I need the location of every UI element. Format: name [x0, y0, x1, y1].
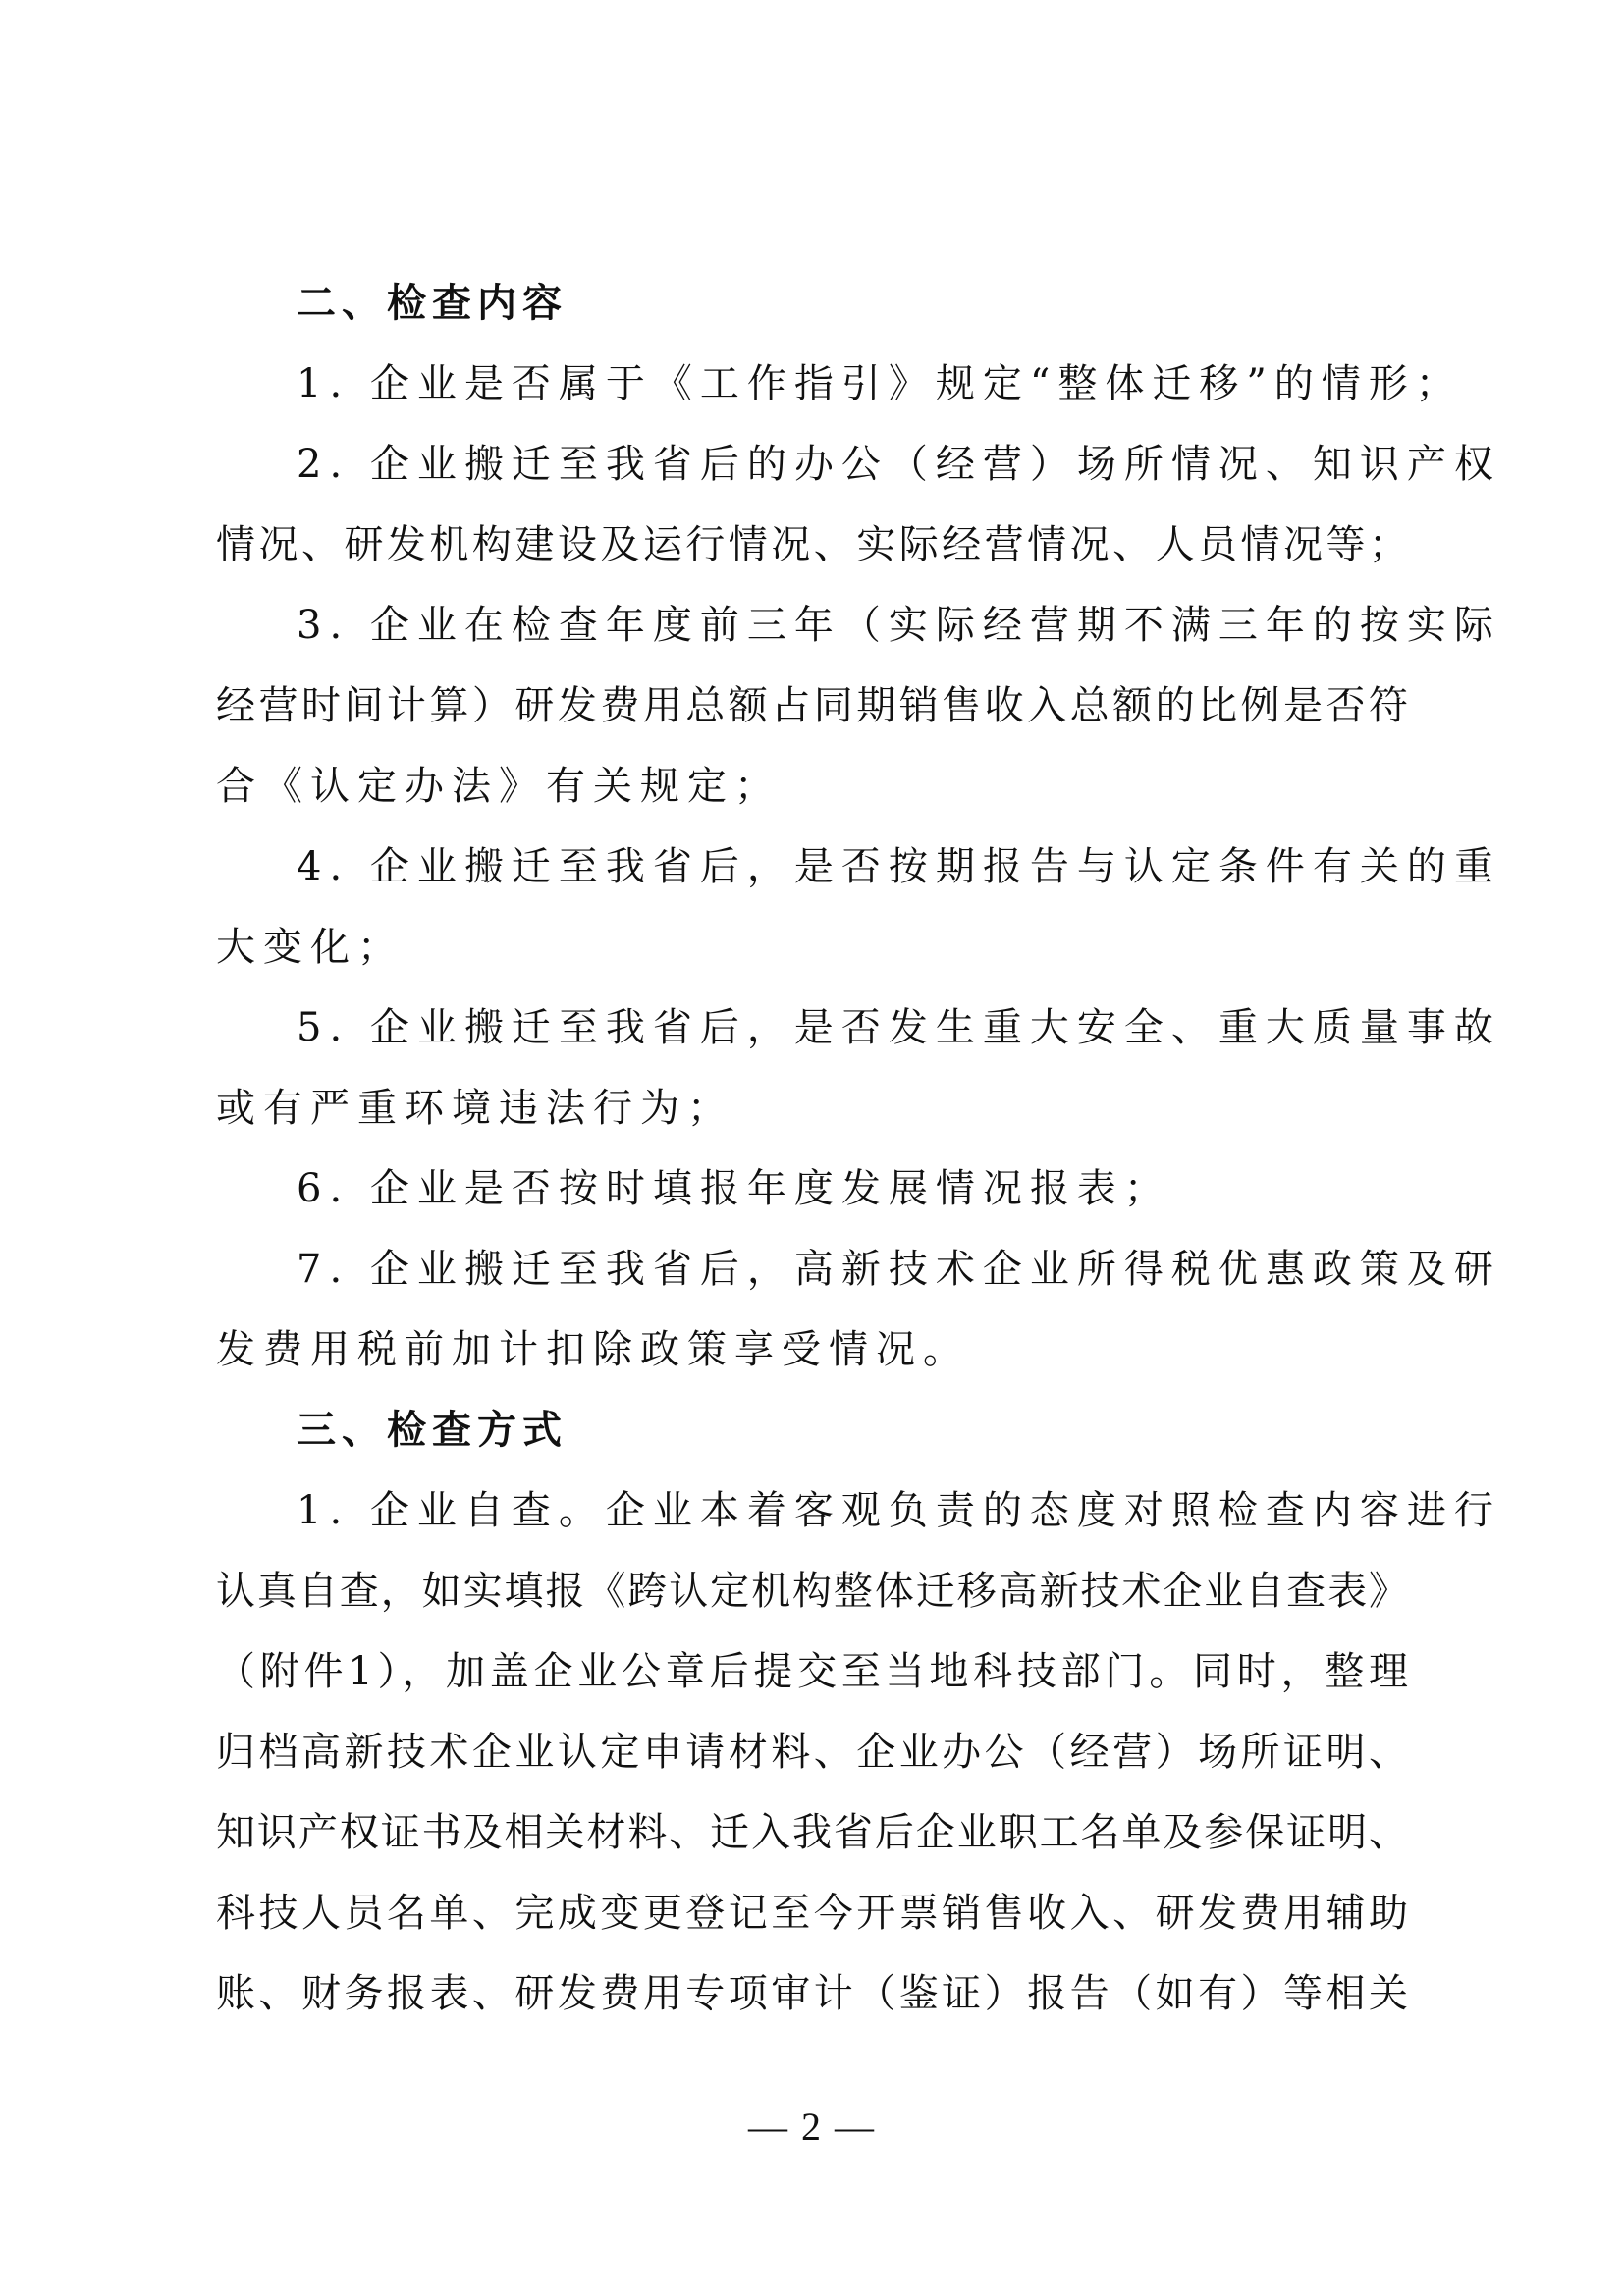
paragraph-item-7-line-1: 7. 企业搬迁至我省后，高新技术企业所得税优惠政策及研	[297, 1247, 1501, 1292]
section-heading-inspection-content: 二、检查内容	[297, 281, 568, 326]
paragraph-item-2-line-2: 情况、研发机构建设及运行情况、实际经营情况、人员情况等；	[216, 522, 1408, 567]
section-heading-inspection-method: 三、检查方式	[297, 1408, 568, 1453]
paragraph-self-check-line-2: 认真自查，如实填报《跨认定机构整体迁移高新技术企业自查表》	[216, 1569, 1408, 1614]
paragraph-self-check-line-7: 账、财务报表、研发费用专项审计（鉴证）报告（如有）等相关	[216, 1971, 1408, 2016]
paragraph-item-7-line-2: 发费用税前加计扣除政策享受情况。	[216, 1327, 970, 1372]
document-body	[216, 263, 1501, 2034]
paragraph-item-4-line-2: 大变化；	[216, 925, 405, 970]
paragraph-self-check-line-4: 归档高新技术企业认定申请材料、企业办公（经营）场所证明、	[216, 1730, 1408, 1775]
paragraph-item-6: 6. 企业是否按时填报年度发展情况报表；	[297, 1166, 1171, 1211]
paragraph-item-5-line-1: 5. 企业搬迁至我省后，是否发生重大安全、重大质量事故	[297, 1005, 1501, 1050]
paragraph-item-1: 1. 企业是否属于《工作指引》规定“整体迁移”的情形；	[297, 361, 1463, 406]
paragraph-self-check-line-6: 科技人员名单、完成变更登记至今开票销售收入、研发费用辅助	[216, 1891, 1408, 1936]
paragraph-self-check-line-5: 知识产权证书及相关材料、迁入我省后企业职工名单及参保证明、	[216, 1810, 1408, 1855]
paragraph-self-check-line-1: 1. 企业自查。企业本着客观负责的态度对照检查内容进行	[297, 1488, 1501, 1533]
paragraph-item-3-line-2: 经营时间计算）研发费用总额占同期销售收入总额的比例是否符	[216, 683, 1408, 728]
paragraph-self-check-line-3: （附件1），加盖企业公章后提交至当地科技部门。同时，整理	[216, 1649, 1408, 1694]
paragraph-item-3-line-3: 合《认定办法》有关规定；	[216, 764, 782, 809]
paragraph-item-2-line-1: 2. 企业搬迁至我省后的办公（经营）场所情况、知识产权	[297, 442, 1501, 487]
paragraph-item-5-line-2: 或有严重环境违法行为；	[216, 1086, 734, 1131]
paragraph-item-3-line-1: 3. 企业在检查年度前三年（实际经营期不满三年的按实际	[297, 603, 1501, 648]
paragraph-item-4-line-1: 4. 企业搬迁至我省后，是否按期报告与认定条件有关的重	[297, 844, 1501, 889]
page-number: — 2 —	[748, 2105, 876, 2149]
